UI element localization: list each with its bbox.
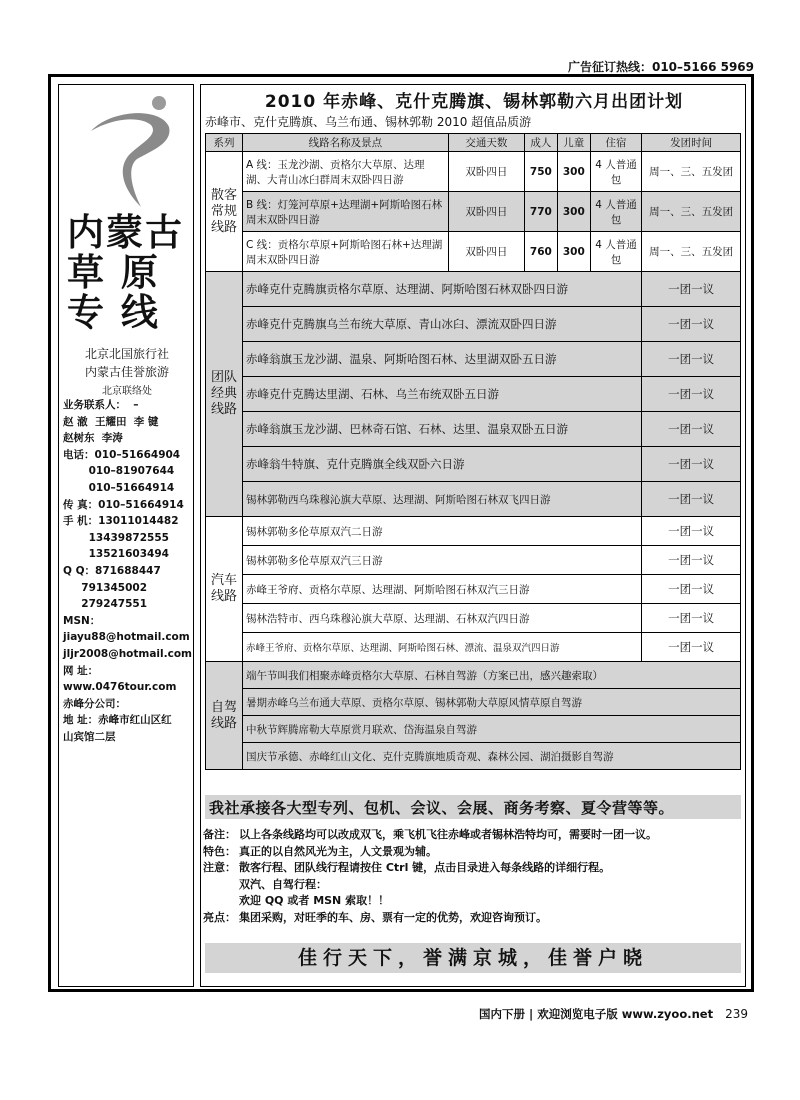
- tour-plan: [200, 84, 746, 987]
- note-row: [203, 877, 743, 894]
- route-cell: 锡林郭勒多伦草原双汽二日游: [243, 517, 642, 546]
- note-row: [203, 827, 743, 844]
- contact-line: 010–81907644: [63, 465, 175, 478]
- time-cell: 周一、三、五发团: [642, 192, 741, 232]
- table-row: [206, 633, 741, 662]
- office-label: 北京联络处: [102, 386, 152, 397]
- route-cell: B 线：灯笼河草原+达理湖+阿斯哈图石林周末双卧四日游: [243, 192, 449, 232]
- route-cell: 赤峰克什克腾达里湖、石林、乌兰布统双卧五日游: [243, 377, 642, 412]
- note-key: [203, 877, 239, 894]
- category-cell: [206, 662, 243, 770]
- table-row: [206, 152, 741, 192]
- table-row: [206, 689, 741, 716]
- notes-section: [203, 827, 743, 926]
- transport-cell: 双卧四日: [448, 152, 524, 192]
- note-value: 以上各条线路均可以改成双飞，乘飞机飞往赤峰或者锡林浩特均可，需要时一团一议。: [239, 828, 657, 841]
- adult-price: 770: [524, 192, 557, 232]
- table-row: [206, 307, 741, 342]
- time-cell: 一团一议: [642, 482, 741, 517]
- table-row: [206, 342, 741, 377]
- note-row: [203, 893, 743, 910]
- table-row: [206, 546, 741, 575]
- route-cell: 赤峰翁旗玉龙沙湖、巴林奇石馆、石林、达里、温泉双卧五日游: [243, 412, 642, 447]
- contact-line: 网 址：: [63, 664, 99, 677]
- table-row: [206, 272, 741, 307]
- category-label: 团队经典线路: [211, 370, 238, 417]
- table-row: [206, 716, 741, 743]
- stay-cell: 4 人普通包: [590, 232, 641, 272]
- route-cell: 赤峰克什克腾旗贡格尔草原、达理湖、阿斯哈图石林双卧四日游: [243, 272, 642, 307]
- page-number: 239: [725, 1007, 748, 1021]
- child-price: 300: [557, 152, 590, 192]
- time-cell: 一团一议: [642, 272, 741, 307]
- time-cell: 一团一议: [642, 377, 741, 412]
- table-row: [206, 604, 741, 633]
- time-cell: 一团一议: [642, 307, 741, 342]
- col-header: 住宿: [590, 134, 641, 152]
- route-cell: 赤峰王爷府、贡格尔草原、达理湖、阿斯哈图石林双汽三日游: [243, 575, 642, 604]
- contact-line: MSN：: [63, 614, 101, 627]
- time-cell: 一团一议: [642, 546, 741, 575]
- contact-line: 010–51664914: [63, 481, 175, 494]
- slogan-banner: 佳行天下，誉满京城，佳誉户晓: [205, 943, 741, 973]
- time-cell: 一团一议: [642, 447, 741, 482]
- contact-line: 电话：010–51664904: [63, 448, 181, 461]
- contact-line: 地 址：赤峰市红山区红: [63, 714, 172, 727]
- time-cell: 一团一议: [642, 575, 741, 604]
- contact-line: 传 真：010–51664914: [63, 498, 184, 511]
- contact-line: jiayu88@hotmail.com: [63, 631, 190, 644]
- route-cell: 暑期赤峰乌兰布通大草原、贡格尔草原、锡林郭勒大草原风情草原自驾游: [243, 689, 741, 716]
- table-row: [206, 232, 741, 272]
- category-label: 汽车线路: [211, 573, 238, 604]
- table-row: [206, 575, 741, 604]
- adult-price: 760: [524, 232, 557, 272]
- note-row: [203, 860, 743, 877]
- time-cell: 周一、三、五发团: [642, 232, 741, 272]
- table-header: [206, 134, 741, 152]
- agency-sidebar: [58, 84, 194, 987]
- note-key: 亮点：: [203, 910, 236, 924]
- time-cell: 一团一议: [642, 342, 741, 377]
- agency-logo: [81, 91, 181, 211]
- contact-line: 手 机：13011014482: [63, 515, 179, 528]
- page-title: 2010 年赤峰、克什克腾旗、锡林郭勒六月出团计划: [264, 92, 684, 112]
- transport-cell: 双卧四日: [448, 232, 524, 272]
- tour-table: [205, 133, 741, 770]
- agency-name: 内蒙古佳誉旅游: [84, 365, 169, 379]
- note-value: 集团采购，对旺季的车、房、票有一定的优势，欢迎咨询预订。: [239, 910, 547, 924]
- contact-line: 13439872555: [63, 531, 169, 544]
- contact-line: 279247551: [63, 598, 148, 611]
- stay-cell: 4 人普通包: [590, 192, 641, 232]
- agency-name: 北京北国旅行社: [84, 347, 169, 361]
- route-cell: 赤峰翁旗玉龙沙湖、温泉、阿斯哈图石林、达里湖双卧五日游: [243, 342, 642, 377]
- time-cell: 周一、三、五发团: [642, 152, 741, 192]
- contact-line: jljr2008@hotmail.com: [63, 647, 192, 660]
- col-header: 线路名称及景点: [243, 134, 449, 152]
- category-label: 散客常规线路: [211, 187, 238, 235]
- ad-hotline: 广告征订热线：010–5166 5969: [567, 60, 754, 74]
- table-row: [206, 447, 741, 482]
- note-value: 欢迎 QQ 或者 MSN 索取！！: [239, 894, 390, 907]
- col-header: 系列: [206, 134, 243, 152]
- col-header: 交通天数: [448, 134, 524, 152]
- brand-line: 专 线: [67, 291, 160, 334]
- time-cell: 一团一议: [642, 412, 741, 447]
- contact-line: 赵 澈 王耀田 李 键: [63, 415, 159, 428]
- route-cell: 锡林浩特市、西乌珠穆沁旗大草原、达理湖、石林双汽四日游: [243, 604, 642, 633]
- route-cell: 中秋节辉腾席勒大草原赏月联欢、岱海温泉自驾游: [243, 716, 741, 743]
- table-row: [206, 412, 741, 447]
- page-subtitle: 赤峰市、克什克腾旗、乌兰布通、锡林郭勒 2010 超值品质游: [205, 115, 532, 129]
- contact-line: 赤峰分公司：: [63, 697, 126, 710]
- contact-list: [63, 397, 193, 745]
- contact-line: Q Q：871688447: [63, 564, 161, 577]
- route-cell: 锡林郭勒西乌珠穆沁旗大草原、达理湖、阿斯哈图石林双飞四日游: [243, 482, 642, 517]
- brand-line: 内蒙古: [67, 211, 184, 254]
- col-header: 儿童: [557, 134, 590, 152]
- contact-line: 791345002: [63, 581, 148, 594]
- route-cell: 赤峰克什克腾旗乌兰布统大草原、青山冰臼、漂流双卧四日游: [243, 307, 642, 342]
- note-value: 真正的以自然风光为主，人文景观为辅。: [239, 844, 437, 858]
- note-value: 双汽、自驾行程：: [239, 877, 327, 891]
- table-row: [206, 377, 741, 412]
- route-cell: A 线：玉龙沙湖、贡格尔大草原、达理湖、大青山冰臼群周末双卧四日游: [243, 152, 449, 192]
- note-row: [203, 910, 743, 927]
- adult-price: 750: [524, 152, 557, 192]
- transport-cell: 双卧四日: [448, 192, 524, 232]
- contact-line: 13521603494: [63, 548, 169, 561]
- category-cell: [206, 517, 243, 662]
- table-row: [206, 743, 741, 770]
- contact-line: www.0476tour.com: [63, 681, 177, 694]
- col-header: 成人: [524, 134, 557, 152]
- route-cell: 锡林郭勒多伦草原双汽三日游: [243, 546, 642, 575]
- time-cell: 一团一议: [642, 633, 741, 662]
- route-cell: 赤峰翁牛特旗、克什克腾旗全线双卧六日游: [243, 447, 642, 482]
- contact-line: 山宾馆二层: [63, 730, 116, 743]
- services-banner: 我社承接各大型专列、包机、会议、会展、商务考察、夏令营等等。: [205, 795, 741, 819]
- table-row: [206, 517, 741, 546]
- stay-cell: 4 人普通包: [590, 152, 641, 192]
- note-key: 注意：: [203, 861, 236, 874]
- footer-text: 国内下册 | 欢迎浏览电子版 www.zyoo.net: [479, 1007, 714, 1021]
- time-cell: 一团一议: [642, 517, 741, 546]
- note-row: [203, 844, 743, 861]
- note-key: 特色：: [203, 844, 236, 858]
- brand-line: 草 原: [67, 251, 160, 294]
- table-row: [206, 482, 741, 517]
- route-cell: 赤峰王爷府、贡格尔草原、达理湖、阿斯哈图石林、漂流、温泉双汽四日游: [243, 633, 642, 662]
- table-row: [206, 662, 741, 689]
- note-key: [203, 893, 239, 910]
- route-cell: 端午节叫我们相聚赤峰贡格尔大草原、石林自驾游（方案已出，感兴趣索取）: [243, 662, 741, 689]
- note-key: 备注：: [203, 828, 236, 841]
- category-label: 自驾线路: [211, 699, 238, 731]
- page-footer: [479, 1006, 748, 1022]
- table-row: [206, 192, 741, 232]
- child-price: 300: [557, 232, 590, 272]
- brand-title: [67, 213, 184, 333]
- route-cell: C 线：贡格尔草原+阿斯哈图石林+达理湖周末双卧四日游: [243, 232, 449, 272]
- time-cell: 一团一议: [642, 604, 741, 633]
- contact-line: 赵树东 李涛: [63, 432, 123, 445]
- route-cell: 国庆节承德、赤峰红山文化、克什克腾旗地质奇观、森林公园、湖泊摄影自驾游: [243, 743, 741, 770]
- category-cell: [206, 152, 243, 272]
- child-price: 300: [557, 192, 590, 232]
- note-value: 散客行程、团队线行程请按住 Ctrl 键，点击目录进入每条线路的详细行程。: [239, 861, 611, 874]
- category-cell: [206, 272, 243, 517]
- contact-line: 业务联系人： –: [63, 399, 139, 411]
- col-header: 发团时间: [642, 134, 741, 152]
